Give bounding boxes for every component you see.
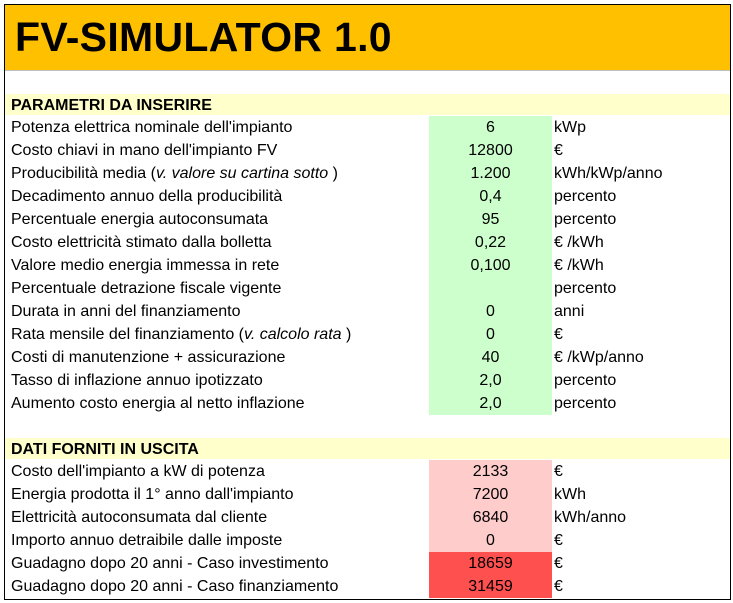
unit-label: € bbox=[554, 532, 563, 549]
row-label: Energia prodotta il 1° anno dall'impianto bbox=[11, 486, 294, 503]
unit-label: € /kWh bbox=[554, 234, 604, 251]
row-label bbox=[11, 164, 338, 183]
input-row-manutenzione bbox=[5, 346, 730, 369]
input-row-valore-immessa bbox=[5, 254, 730, 277]
output-cell-autoconsumata: 6840 bbox=[429, 506, 552, 529]
input-cell-decadimento[interactable]: 0,4 bbox=[429, 185, 552, 208]
unit-label: € bbox=[554, 578, 563, 595]
output-cell-costo-kw: 2133 bbox=[429, 460, 552, 483]
input-row-durata bbox=[5, 300, 730, 323]
row-label: Aumento costo energia al netto inflazione bbox=[11, 395, 305, 412]
row-label: Guadagno dopo 20 anni - Caso finanziamento bbox=[11, 578, 339, 595]
output-row-costo-kw bbox=[5, 460, 730, 483]
output-cell-guadagno-finanziamento: 31459 bbox=[429, 575, 552, 598]
unit-label: kWh/kWp/anno bbox=[554, 165, 663, 182]
input-cell-manutenzione[interactable]: 40 bbox=[429, 346, 552, 369]
app-title: FV-SIMULATOR 1.0 bbox=[15, 14, 392, 60]
title-banner bbox=[5, 5, 730, 71]
row-label: Potenza elettrica nominale dell'impianto bbox=[11, 119, 293, 136]
label-italic: v. calcolo rata bbox=[244, 326, 342, 343]
unit-label: kWh bbox=[554, 486, 586, 503]
section-title: PARAMETRI DA INSERIRE bbox=[11, 97, 212, 114]
row-label: Guadagno dopo 20 anni - Caso investimento bbox=[11, 555, 329, 572]
input-row-aumento-costo bbox=[5, 392, 730, 415]
unit-label: € bbox=[554, 142, 563, 159]
output-row-energia-prodotta bbox=[5, 483, 730, 506]
row-label: Costi di manutenzione + assicurazione bbox=[11, 349, 286, 366]
spreadsheet bbox=[4, 4, 731, 600]
input-row-costo bbox=[5, 139, 730, 162]
unit-label: percento bbox=[554, 280, 617, 297]
unit-label: € /kWh bbox=[554, 257, 604, 274]
row-label: Tasso di inflazione annuo ipotizzato bbox=[11, 372, 263, 389]
unit-label: percento bbox=[554, 395, 617, 412]
row-label: Percentuale detrazione fiscale vigente bbox=[11, 280, 282, 297]
input-cell-potenza[interactable]: 6 bbox=[429, 116, 552, 139]
section-title: DATI FORNITI IN USCITA bbox=[11, 441, 199, 458]
section-header-inputs bbox=[5, 94, 730, 115]
unit-label: kWh/anno bbox=[554, 509, 627, 526]
input-cell-producibilita[interactable]: 1.200 bbox=[429, 162, 552, 185]
input-cell-aumento-costo[interactable]: 2,0 bbox=[429, 392, 552, 415]
output-cell-detraibile: 0 bbox=[429, 529, 552, 552]
section-header-outputs bbox=[5, 438, 730, 459]
row-label: Decadimento annuo della producibilità bbox=[11, 188, 283, 205]
input-cell-valore-immessa[interactable]: 0,100 bbox=[429, 254, 552, 277]
unit-label: kWp bbox=[554, 119, 586, 136]
input-cell-costo[interactable]: 12800 bbox=[429, 139, 552, 162]
output-row-detraibile bbox=[5, 529, 730, 552]
label-italic: v. valore su cartina sotto bbox=[155, 165, 329, 182]
row-label: Valore medio energia immessa in rete bbox=[11, 257, 280, 274]
row-label: Importo annuo detraibile dalle imposte bbox=[11, 532, 283, 549]
input-row-costo-elettricita bbox=[5, 231, 730, 254]
unit-label: € bbox=[554, 555, 563, 572]
output-cell-energia-prodotta: 7200 bbox=[429, 483, 552, 506]
unit-label: percento bbox=[554, 188, 617, 205]
input-cell-detrazione[interactable] bbox=[429, 277, 552, 300]
label-plain: Producibilità media ( bbox=[11, 165, 156, 182]
input-row-potenza bbox=[5, 116, 730, 139]
row-label: Costo chiavi in mano dell'impianto FV bbox=[11, 142, 278, 159]
unit-label: percento bbox=[554, 211, 617, 228]
input-cell-rata[interactable]: 0 bbox=[429, 323, 552, 346]
input-row-rata bbox=[5, 323, 730, 346]
label-plain: Rata mensile del finanziamento ( bbox=[11, 326, 245, 343]
input-cell-inflazione[interactable]: 2,0 bbox=[429, 369, 552, 392]
input-cell-autoconsumo[interactable]: 95 bbox=[429, 208, 552, 231]
row-label bbox=[11, 325, 351, 344]
input-row-decadimento bbox=[5, 185, 730, 208]
output-row-autoconsumata bbox=[5, 506, 730, 529]
output-row-guadagno-finanziamento bbox=[5, 575, 730, 598]
label-tail: ) bbox=[346, 326, 352, 343]
unit-label: anni bbox=[554, 303, 585, 320]
output-row-guadagno-investimento bbox=[5, 552, 730, 575]
unit-label: percento bbox=[554, 372, 617, 389]
row-label: Percentuale energia autoconsumata bbox=[11, 211, 269, 228]
unit-label: € bbox=[554, 326, 563, 343]
input-row-detrazione bbox=[5, 277, 730, 300]
row-label: Elettricità autoconsumata dal cliente bbox=[11, 509, 268, 526]
output-cell-guadagno-investimento: 18659 bbox=[429, 552, 552, 575]
unit-label: € /kWp/anno bbox=[554, 349, 644, 366]
row-label: Durata in anni del finanziamento bbox=[11, 303, 241, 320]
input-row-producibilita bbox=[5, 162, 730, 185]
row-label: Costo elettricità stimato dalla bolletta bbox=[11, 234, 272, 251]
input-row-inflazione bbox=[5, 369, 730, 392]
input-cell-costo-elettricita[interactable]: 0,22 bbox=[429, 231, 552, 254]
label-tail: ) bbox=[332, 165, 338, 182]
input-row-autoconsumo bbox=[5, 208, 730, 231]
row-label: Costo dell'impianto a kW di potenza bbox=[11, 463, 265, 480]
input-cell-durata[interactable]: 0 bbox=[429, 300, 552, 323]
unit-label: € bbox=[554, 463, 563, 480]
